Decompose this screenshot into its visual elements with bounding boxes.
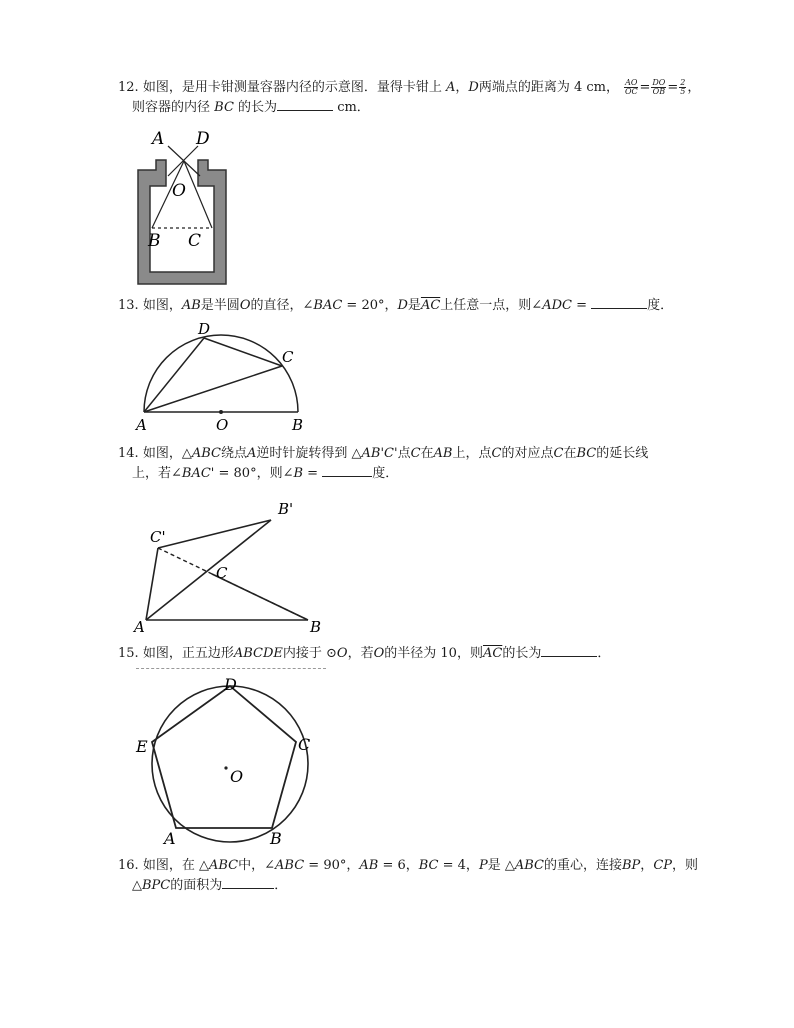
answer-blank-13[interactable] [591,296,647,309]
label-O: O [172,181,186,201]
figure-pentagon [132,672,332,852]
divider [136,668,326,669]
label-B: B [292,416,304,434]
label-C: C [282,348,294,366]
figure-caliper [128,126,238,288]
fraction-ao-oc: $\frac{AO}{OC}$ [624,78,638,96]
label-B-prime: B' [278,500,294,518]
answer-blank-14[interactable] [322,464,372,477]
label-E: E [136,737,148,756]
q14-number: 14. [118,446,139,461]
label-D: D [198,320,211,338]
fraction-do-ob: $\frac{DO}{OB}$ [652,78,666,96]
label-D: D [196,129,210,149]
label-B: B [148,231,161,251]
question-15: 15. 如图，正五边形ABCDE内接于 ⊙O，若O的半径为 10，则$\overline{AC}$的长为 ． [118,646,611,661]
q13-number: 13. [118,298,139,313]
question-13: 13. 如图，AB是半圆O的直径，∠BAC = 20°，D是$\overline{AC}$上任意一点，则∠ADC = 度． [118,298,674,313]
q15-number: 15. [118,646,139,661]
figure-rotation [128,496,328,636]
arc-AC: $\overline{AC}$ [482,646,503,661]
label-A: A [164,829,176,848]
label-C: C [298,735,311,754]
label-B: B [270,829,282,848]
semicircle-arc [144,335,298,412]
figure-semicircle [134,318,314,434]
question-12: 12. 如图，是用卡钳测量容器内径的示意图．量得卡钳上 A，D两端点的距离为 4 cm， $\frac{AO}{OC}$ = $\frac{DO}{OB}$ = $\frac{2}{5}$ ， 则容器的内径 BC 的长为 cm． [118,78,701,115]
center-point [224,766,227,769]
answer-blank-15[interactable] [541,644,597,657]
answer-blank-12[interactable] [277,98,333,111]
answer-blank-16[interactable] [222,876,274,889]
label-A: A [136,416,147,434]
label-C: C [188,231,202,251]
question-16: 16. 如图，在 △ABC中，∠ABC = 90°，AB = 6，BC = 4，P是 △ABC的重心，连接BP，CP，则 △BPC的面积为 ． [118,858,699,893]
q12-number: 12. [118,80,139,95]
arc-AC: $\overline{AC}$ [420,298,441,313]
label-C: C [216,564,228,582]
label-C-prime: C' [150,528,166,546]
q16-number: 16. [118,858,139,873]
label-B: B [310,618,322,636]
circle-O [152,686,311,842]
label-A: A [152,129,165,149]
label-O: O [230,767,244,786]
fraction-2-5: $\frac{2}{5}$ [680,78,686,96]
label-O: O [216,416,229,434]
pentagon-ABCDE [152,686,296,828]
center-point [219,410,223,414]
question-14: 14. 如图，△ABC绕点A逆时针旋转得到 △AB'C'点C在AB上，点C的对应点C在BC的延长线 上，若∠BAC' = 80°，则∠B = 度． [118,446,649,481]
container-wall [138,160,226,284]
label-A: A [134,618,145,636]
label-D: D [224,675,237,694]
